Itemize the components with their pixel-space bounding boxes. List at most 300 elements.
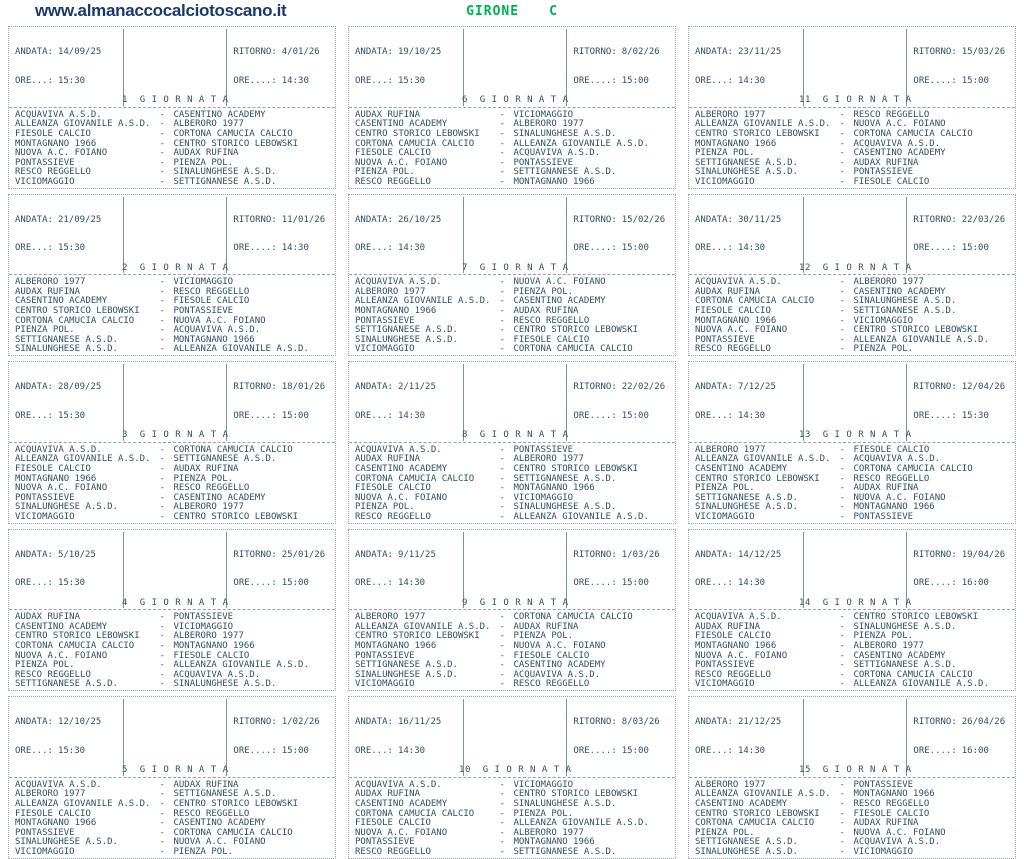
match-list — [9, 610, 335, 690]
ritorno-time: 16:00 — [961, 745, 989, 756]
vs-separator-dash: - — [159, 846, 165, 857]
away-team: ALLEANZA GIOVANILE A.S.D. — [173, 344, 309, 355]
vs-separator-dash: - — [839, 492, 845, 503]
andata-line — [15, 718, 123, 728]
away-team: CORTONA CAMUCIA CALCIO — [853, 669, 973, 680]
andata-block — [9, 364, 123, 441]
away-team: CORTONA CAMUCIA CALCIO — [513, 344, 633, 355]
home-team: CORTONA CAMUCIA CALCIO — [355, 808, 475, 819]
match-list — [9, 443, 335, 523]
ritorno-line — [233, 383, 335, 393]
home-team: ACQUAVIVA A.S.D. — [355, 444, 442, 455]
home-team: FIESOLE CALCIO — [15, 463, 91, 474]
home-team: VICIOMAGGIO — [355, 679, 415, 690]
match-list — [689, 275, 1015, 355]
home-team: CASENTINO ACADEMY — [355, 463, 448, 474]
andata-label: ANDATA: — [355, 382, 393, 393]
ritorno-block — [907, 197, 1015, 274]
vs-separator-dash: - — [499, 157, 505, 168]
andata-date: 23/11/25 — [737, 47, 782, 58]
ritorno-block — [907, 364, 1015, 441]
away-team: CASENTINO ACADEMY — [853, 148, 946, 159]
away-team: CENTRO STORICO LEBOWSKI — [173, 511, 299, 522]
away-team: CENTRO STORICO LEBOWSKI — [173, 138, 299, 149]
andata-block — [9, 699, 123, 776]
home-team: NUOVA A.C. FOIANO — [695, 650, 788, 661]
home-team: ACQUAVIVA A.S.D. — [15, 109, 102, 120]
away-team: SINALUNGHESE A.S.D. — [173, 679, 277, 690]
ore-ritorno-label: ORE....: — [913, 410, 957, 421]
vs-separator-dash: - — [159, 286, 165, 297]
andata-block — [689, 197, 803, 274]
ore-ritorno-label: ORE....: — [233, 410, 277, 421]
ore-andata-label: ORE...: — [15, 410, 53, 421]
ore-ritorno-label: ORE....: — [233, 243, 277, 254]
giornata-header — [9, 195, 335, 276]
ritorno-ore-line — [913, 244, 1015, 254]
andata-time: 14:30 — [397, 243, 426, 254]
match-row — [695, 345, 1009, 355]
home-team: FIESOLE CALCIO — [355, 818, 431, 829]
away-team: CENTRO STORICO LEBOWSKI — [513, 325, 639, 336]
away-team: ALBERORO 1977 — [513, 119, 584, 130]
vs-separator-dash: - — [159, 128, 165, 139]
ritorno-label: RITORNO: — [913, 717, 957, 728]
andata-line — [355, 383, 463, 393]
match-row — [695, 178, 1009, 188]
vs-separator-dash: - — [159, 157, 165, 168]
andata-time: 15:30 — [57, 745, 86, 756]
home-team: FIESOLE CALCIO — [355, 483, 431, 494]
home-team: PONTASSIEVE — [695, 660, 755, 671]
ritorno-block — [567, 532, 675, 609]
ritorno-date: 1/02/26 — [281, 717, 320, 728]
away-team: ALBERORO 1977 — [853, 277, 924, 288]
giornata-header — [349, 530, 675, 611]
andata-label: ANDATA: — [15, 549, 53, 560]
ritorno-ore-line — [573, 412, 675, 422]
away-team: ALBERORO 1977 — [513, 827, 584, 838]
vs-separator-dash: - — [499, 128, 505, 139]
away-team: ALBERORO 1977 — [173, 502, 244, 513]
match-row — [15, 848, 329, 858]
giornata-box — [348, 529, 676, 692]
andata-date: 28/09/25 — [57, 382, 102, 393]
ritorno-block — [907, 29, 1015, 106]
away-team: ALLEANZA GIOVANILE A.S.D. — [853, 679, 989, 690]
vs-separator-dash: - — [159, 463, 165, 474]
vs-separator-dash: - — [499, 789, 505, 800]
vs-separator-dash: - — [159, 502, 165, 513]
vs-separator-dash: - — [499, 827, 505, 838]
match-list — [689, 108, 1015, 188]
ritorno-date: 1/03/26 — [621, 549, 660, 560]
vs-separator-dash: - — [839, 502, 845, 513]
away-team: ACQUAVIVA A.S.D. — [853, 138, 941, 149]
vs-separator-dash: - — [159, 612, 165, 623]
ore-andata-label: ORE...: — [695, 745, 733, 756]
away-team: PIENZA POL. — [513, 631, 574, 642]
ritorno-block — [567, 699, 675, 776]
andata-time: 15:30 — [57, 75, 86, 86]
away-team: NUOVA A.C. FOIANO — [853, 119, 946, 130]
away-team: PONTASSIEVE — [173, 612, 234, 623]
home-team: CASENTINO ACADEMY — [355, 119, 448, 130]
away-team: SETTIGNANESE A.S.D. — [513, 473, 617, 484]
match-list — [349, 275, 675, 355]
home-team: ACQUAVIVA A.S.D. — [355, 277, 442, 288]
vs-separator-dash: - — [839, 157, 845, 168]
ritorno-line — [913, 718, 1015, 728]
vs-separator-dash: - — [159, 631, 165, 642]
andata-ore-line — [15, 412, 123, 422]
home-team: ALLEANZA GIOVANILE A.S.D. — [15, 119, 151, 130]
giornata-box — [688, 194, 1016, 357]
site-title: www.almanaccocalciotoscano.it — [35, 1, 287, 20]
away-team: ALBERORO 1977 — [173, 119, 244, 130]
vs-separator-dash: - — [499, 315, 505, 326]
home-team: SINALUNGHESE A.S.D. — [355, 669, 458, 680]
giornata-title: 11 G I O R N A T A — [799, 95, 912, 106]
andata-label: ANDATA: — [355, 549, 393, 560]
vs-separator-dash: - — [839, 148, 845, 159]
giornata-box — [688, 529, 1016, 692]
vs-separator-dash: - — [159, 454, 165, 465]
ritorno-ore-line — [913, 412, 1015, 422]
andata-line — [15, 48, 123, 58]
vs-separator-dash: - — [159, 306, 165, 317]
ritorno-date: 8/02/26 — [621, 47, 660, 58]
giornata-title: 15 G I O R N A T A — [799, 765, 912, 776]
ritorno-label: RITORNO: — [233, 214, 277, 225]
ritorno-date: 26/04/26 — [961, 717, 1006, 728]
home-team: SINALUNGHESE A.S.D. — [695, 502, 798, 513]
andata-line — [695, 551, 803, 561]
vs-separator-dash: - — [159, 669, 165, 680]
vs-separator-dash: - — [839, 315, 845, 326]
away-team: AUDAX RUFINA — [853, 818, 919, 829]
away-team: CASENTINO ACADEMY — [853, 286, 946, 297]
away-team: RESCO REGGELLO — [173, 286, 250, 297]
away-team: CORTONA CAMUCIA CALCIO — [853, 128, 973, 139]
away-team: ACQUAVIVA A.S.D. — [513, 669, 601, 680]
giornata-box — [8, 194, 336, 357]
vs-separator-dash: - — [499, 511, 505, 522]
ritorno-ore-line — [573, 579, 675, 589]
home-team: RESCO REGGELLO — [695, 669, 771, 680]
ritorno-ore-line — [913, 77, 1015, 87]
vs-separator-dash: - — [159, 277, 165, 288]
ore-andata-label: ORE...: — [695, 410, 733, 421]
ritorno-line — [233, 216, 335, 226]
home-team: NUOVA A.C. FOIANO — [695, 325, 788, 336]
andata-ore-line — [15, 77, 123, 87]
match-row — [355, 513, 669, 523]
home-team: CASENTINO ACADEMY — [695, 798, 788, 809]
away-team: NUOVA A.C. FOIANO — [853, 827, 946, 838]
andata-block — [9, 197, 123, 274]
andata-date: 14/12/25 — [737, 549, 782, 560]
ritorno-line — [913, 551, 1015, 561]
home-team: ALLEANZA GIOVANILE A.S.D. — [15, 798, 151, 809]
away-team: ALBERORO 1977 — [853, 641, 924, 652]
vs-separator-dash: - — [159, 650, 165, 661]
home-team: MONTAGNANO 1966 — [695, 138, 777, 149]
andata-line — [695, 383, 803, 393]
vs-separator-dash: - — [159, 660, 165, 671]
vs-separator-dash: - — [499, 669, 505, 680]
ore-ritorno-label: ORE....: — [573, 243, 617, 254]
ritorno-ore-line — [233, 244, 335, 254]
giornata-header — [689, 195, 1015, 276]
away-team: PIENZA POL. — [853, 344, 914, 355]
vs-separator-dash: - — [159, 779, 165, 790]
ritorno-ore-line — [573, 244, 675, 254]
vs-separator-dash: - — [499, 463, 505, 474]
away-team: SINALUNGHESE A.S.D. — [173, 167, 277, 178]
match-row — [355, 345, 669, 355]
home-team: AUDAX RUFINA — [355, 109, 421, 120]
andata-date: 7/12/25 — [737, 382, 776, 393]
away-team: RESCO REGGELLO — [513, 315, 590, 326]
away-team: MONTAGNANO 1966 — [173, 334, 255, 345]
vs-separator-dash: - — [839, 277, 845, 288]
vs-separator-dash: - — [839, 818, 845, 829]
vs-separator-dash: - — [839, 463, 845, 474]
giornata-title: 6 G I O R N A T A — [461, 95, 569, 106]
vs-separator-dash: - — [499, 808, 505, 819]
away-team: FIESOLE CALCIO — [513, 334, 590, 345]
home-team: FIESOLE CALCIO — [355, 148, 431, 159]
ritorno-label: RITORNO: — [233, 549, 277, 560]
away-team: ALLEANZA GIOVANILE A.S.D. — [853, 334, 989, 345]
away-team: ALLEANZA GIOVANILE A.S.D. — [513, 138, 649, 149]
giornata-number-cell — [799, 29, 912, 106]
home-team: CENTRO STORICO LEBOWSKI — [15, 631, 140, 642]
vs-separator-dash: - — [159, 492, 165, 503]
away-team: ALLEANZA GIOVANILE A.S.D. — [173, 660, 309, 671]
away-team: ACQUAVIVA A.S.D. — [173, 325, 261, 336]
vs-separator-dash: - — [839, 669, 845, 680]
away-team: CENTRO STORICO LEBOWSKI — [853, 612, 979, 623]
away-team: RESCO REGGELLO — [173, 483, 250, 494]
ritorno-date: 11/01/26 — [281, 214, 326, 225]
away-team: PONTASSIEVE — [853, 511, 914, 522]
vs-separator-dash: - — [839, 306, 845, 317]
ritorno-line — [233, 48, 335, 58]
giornata-number-cell — [463, 532, 567, 609]
giornata-title: 12 G I O R N A T A — [799, 262, 912, 273]
andata-date: 2/11/25 — [397, 382, 436, 393]
home-team: PONTASSIEVE — [355, 837, 415, 848]
vs-separator-dash: - — [499, 473, 505, 484]
home-team: AUDAX RUFINA — [15, 612, 81, 623]
home-team: VICIOMAGGIO — [15, 846, 75, 857]
match-list — [349, 778, 675, 858]
ritorno-line — [913, 48, 1015, 58]
andata-label: ANDATA: — [15, 47, 53, 58]
giornata-number-cell — [123, 532, 227, 609]
vs-separator-dash: - — [839, 138, 845, 149]
ritorno-date: 22/02/26 — [621, 382, 666, 393]
ritorno-time: 14:30 — [281, 75, 309, 86]
match-list — [349, 108, 675, 188]
vs-separator-dash: - — [839, 808, 845, 819]
vs-separator-dash: - — [159, 679, 165, 690]
giornata-title: 10 G I O R N A T A — [459, 765, 572, 776]
away-team: PONTASSIEVE — [513, 157, 574, 168]
ritorno-date: 15/03/26 — [961, 47, 1006, 58]
andata-date: 9/11/25 — [397, 549, 436, 560]
andata-block — [349, 364, 463, 441]
vs-separator-dash: - — [839, 444, 845, 455]
ore-andata-label: ORE...: — [15, 75, 53, 86]
ore-ritorno-label: ORE....: — [573, 75, 617, 86]
ritorno-line — [573, 383, 675, 393]
andata-label: ANDATA: — [355, 717, 393, 728]
giornata-number-cell — [123, 197, 227, 274]
away-team: ACQUAVIVA A.S.D. — [513, 148, 601, 159]
giornata-box — [348, 194, 676, 357]
ore-ritorno-label: ORE....: — [573, 578, 617, 589]
vs-separator-dash: - — [839, 641, 845, 652]
giornata-box — [688, 696, 1016, 859]
girone-value: C — [549, 4, 558, 19]
home-team: PIENZA POL. — [15, 660, 75, 671]
ore-andata-label: ORE...: — [355, 578, 393, 589]
home-team: VICIOMAGGIO — [355, 344, 415, 355]
andata-ore-line — [355, 244, 463, 254]
home-team: SETTIGNANESE A.S.D. — [695, 157, 798, 168]
home-team: CENTRO STORICO LEBOWSKI — [695, 128, 820, 139]
andata-block — [9, 532, 123, 609]
away-team: VICIOMAGGIO — [513, 492, 574, 503]
home-team: CENTRO STORICO LEBOWSKI — [355, 631, 480, 642]
andata-label: ANDATA: — [695, 47, 733, 58]
away-team: PONTASSIEVE — [173, 306, 234, 317]
home-team: NUOVA A.C. FOIANO — [15, 650, 108, 661]
away-team: PIENZA POL. — [173, 157, 234, 168]
andata-date: 12/10/25 — [57, 717, 102, 728]
home-team: FIESOLE CALCIO — [695, 631, 771, 642]
giornata-number-cell — [799, 197, 912, 274]
away-team: FIESOLE CALCIO — [173, 296, 250, 307]
vs-separator-dash: - — [499, 798, 505, 809]
andata-time: 14:30 — [737, 745, 766, 756]
giornata-header — [9, 530, 335, 611]
match-row — [695, 848, 1009, 858]
andata-label: ANDATA: — [695, 214, 733, 225]
match-list — [9, 778, 335, 858]
home-team: FIESOLE CALCIO — [695, 306, 771, 317]
ritorno-line — [573, 551, 675, 561]
away-team: CORTONA CAMUCIA CALCIO — [853, 463, 973, 474]
match-row — [15, 345, 329, 355]
ritorno-label: RITORNO: — [233, 382, 277, 393]
ritorno-time: 15:00 — [621, 578, 649, 589]
vs-separator-dash: - — [159, 818, 165, 829]
vs-separator-dash: - — [839, 483, 845, 494]
giornata-number-cell — [123, 364, 227, 441]
away-team: SETTIGNANESE A.S.D. — [513, 846, 617, 857]
home-team: MONTAGNANO 1966 — [15, 818, 97, 829]
home-team: CORTONA CAMUCIA CALCIO — [15, 315, 135, 326]
giornata-number-cell — [463, 197, 567, 274]
giornata-title: 8 G I O R N A T A — [461, 430, 569, 441]
vs-separator-dash: - — [159, 798, 165, 809]
away-team: MONTAGNANO 1966 — [513, 176, 595, 187]
andata-line — [355, 216, 463, 226]
home-team: PONTASSIEVE — [355, 315, 415, 326]
ritorno-block — [907, 532, 1015, 609]
giornata-header — [349, 697, 675, 778]
vs-separator-dash: - — [839, 612, 845, 623]
giornata-number-cell — [463, 364, 567, 441]
vs-separator-dash: - — [499, 344, 505, 355]
ritorno-time: 15:00 — [621, 745, 649, 756]
home-team: ALLEANZA GIOVANILE A.S.D. — [695, 119, 831, 130]
vs-separator-dash: - — [839, 176, 845, 187]
vs-separator-dash: - — [159, 511, 165, 522]
match-list — [689, 610, 1015, 690]
andata-ore-line — [695, 412, 803, 422]
ore-ritorno-label: ORE....: — [913, 75, 957, 86]
ore-andata-label: ORE...: — [355, 75, 393, 86]
home-team: AUDAX RUFINA — [15, 286, 81, 297]
away-team: AUDAX RUFINA — [513, 306, 579, 317]
giornata-header — [689, 362, 1015, 443]
vs-separator-dash: - — [499, 650, 505, 661]
giornata-title: 14 G I O R N A T A — [799, 597, 912, 608]
away-team: ACQUAVIVA A.S.D. — [853, 454, 941, 465]
vs-separator-dash: - — [499, 837, 505, 848]
andata-label: ANDATA: — [355, 214, 393, 225]
home-team: ALLEANZA GIOVANILE A.S.D. — [695, 454, 831, 465]
andata-line — [695, 48, 803, 58]
away-team: ACQUAVIVA A.S.D. — [853, 837, 941, 848]
away-team: SINALUNGHESE A.S.D. — [513, 502, 617, 513]
home-team: PIENZA POL. — [355, 502, 415, 513]
away-team: SINALUNGHESE A.S.D. — [513, 798, 617, 809]
ritorno-time: 15:00 — [621, 243, 649, 254]
home-team: CORTONA CAMUCIA CALCIO — [695, 818, 815, 829]
away-team: CASENTINO ACADEMY — [513, 296, 606, 307]
home-team: VICIOMAGGIO — [695, 176, 755, 187]
andata-block — [349, 532, 463, 609]
away-team: FIESOLE CALCIO — [173, 650, 250, 661]
away-team: SETTIGNANESE A.S.D. — [173, 454, 277, 465]
vs-separator-dash: - — [159, 334, 165, 345]
home-team: PIENZA POL. — [695, 827, 755, 838]
away-team: FIESOLE CALCIO — [853, 176, 930, 187]
home-team: ALLEANZA GIOVANILE A.S.D. — [695, 789, 831, 800]
home-team: ALBERORO 1977 — [695, 779, 766, 790]
home-team: SETTIGNANESE A.S.D. — [15, 679, 118, 690]
vs-separator-dash: - — [839, 344, 845, 355]
ritorno-block — [227, 699, 335, 776]
home-team: SINALUNGHESE A.S.D. — [695, 846, 798, 857]
away-team: NUOVA A.C. FOIANO — [513, 277, 606, 288]
ritorno-time: 15:30 — [961, 410, 989, 421]
away-team: CASENTINO ACADEMY — [173, 109, 266, 120]
away-team: SINALUNGHESE A.S.D. — [853, 296, 957, 307]
vs-separator-dash: - — [499, 454, 505, 465]
away-team: CENTRO STORICO LEBOWSKI — [513, 789, 639, 800]
girone-title — [0, 4, 1024, 19]
home-team: NUOVA A.C. FOIANO — [15, 148, 108, 159]
home-team: ALBERORO 1977 — [15, 277, 86, 288]
home-team: ACQUAVIVA A.S.D. — [15, 779, 102, 790]
